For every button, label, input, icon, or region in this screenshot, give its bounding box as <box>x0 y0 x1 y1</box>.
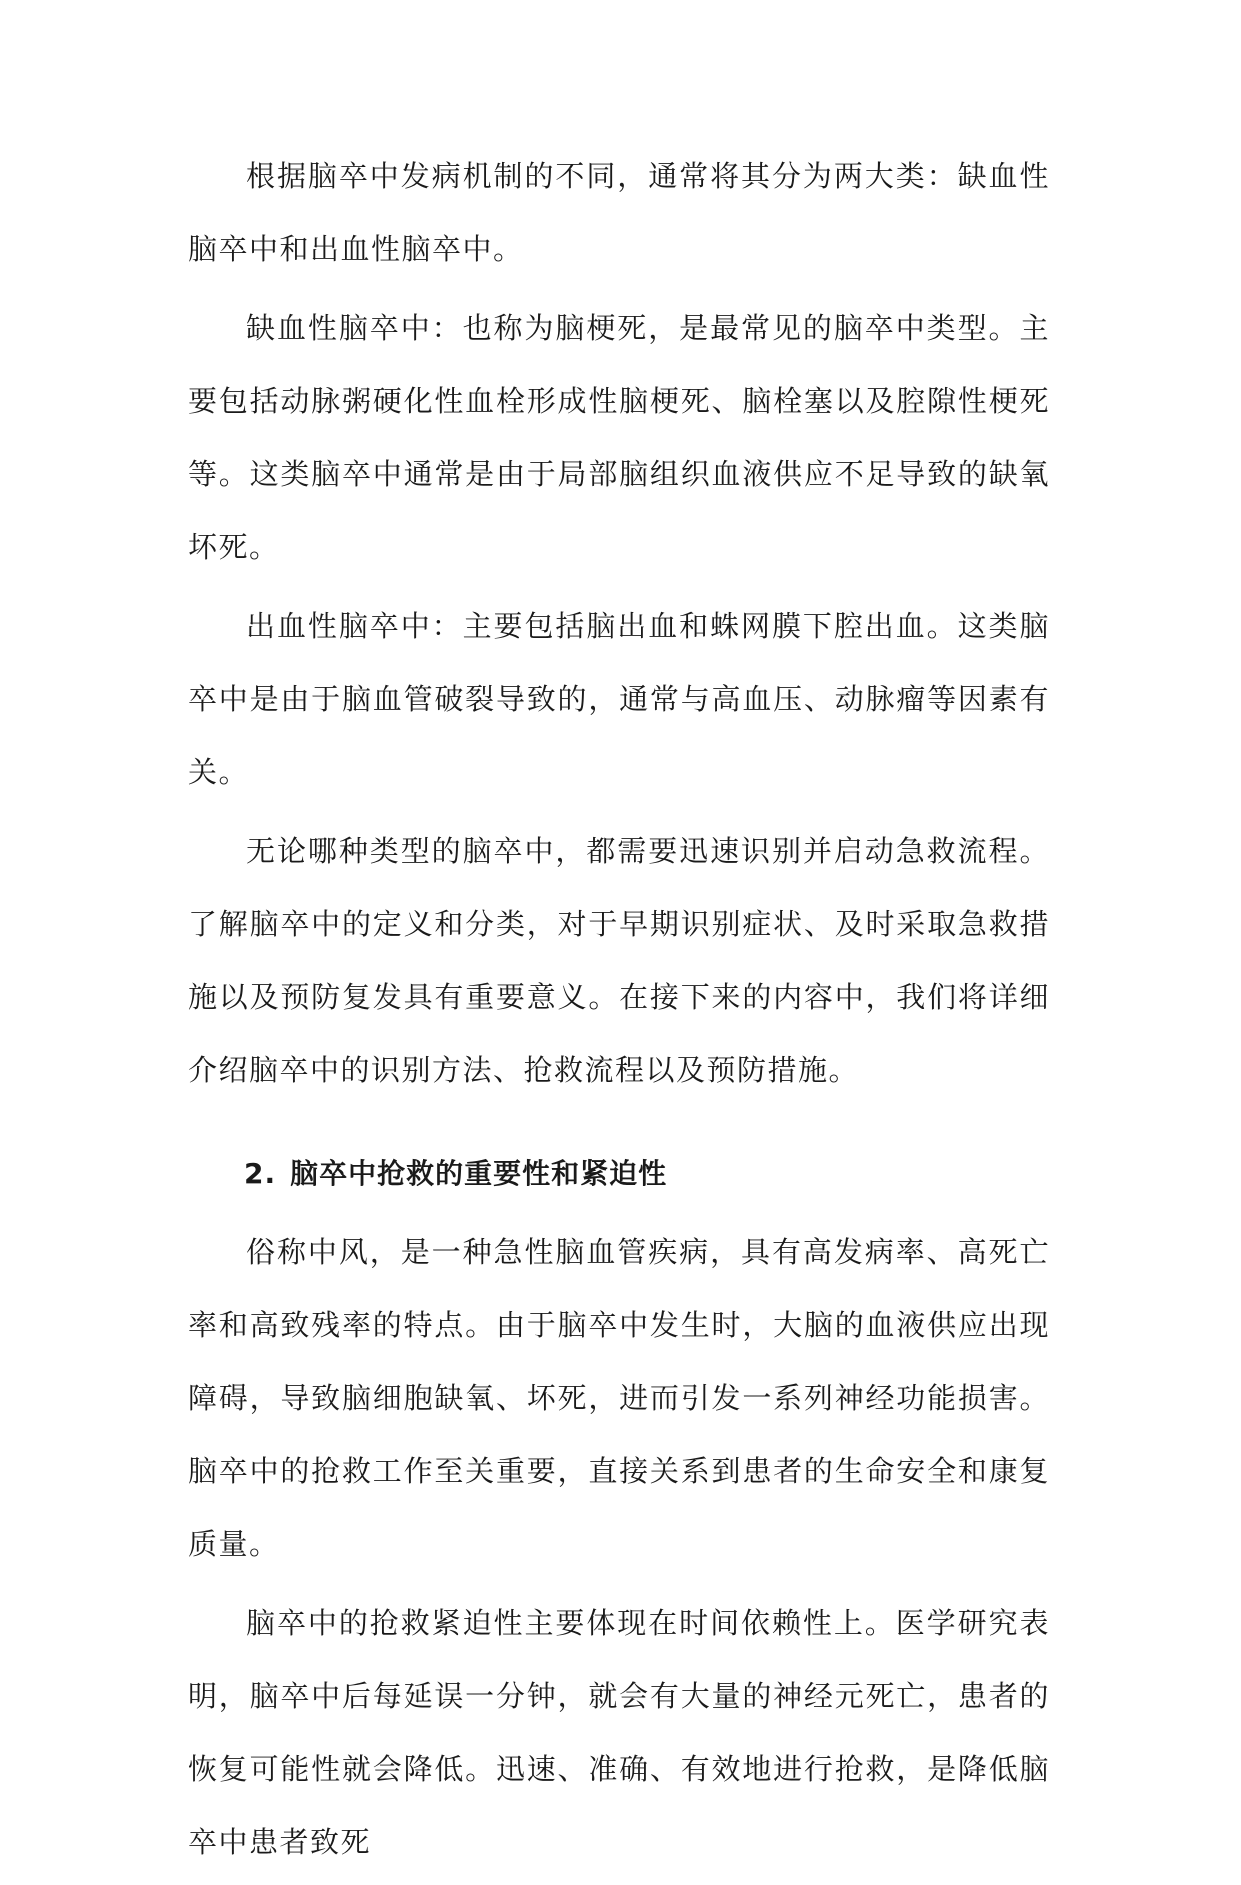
paragraph-ischemic-stroke: 缺血性脑卒中：也称为脑梗死，是最常见的脑卒中类型。主要包括动脉粥硬化性血栓形成性脑梗死、脑栓塞以及腔隙性梗死等。这类脑卒中通常是由于局部脑组织血液供应不足导致的缺氧坏死。 <box>188 311 1050 564</box>
section-number: 2. <box>244 1157 277 1190</box>
document-body <box>188 140 1050 1885</box>
paragraph-classification: 根据脑卒中发病机制的不同，通常将其分为两大类：缺血性脑卒中和出血性脑卒中。 <box>188 159 1050 266</box>
paragraph-summary: 无论哪种类型的脑卒中，都需要迅速识别并启动急救流程。了解脑卒中的定义和分类，对于早期识别症状、及时采取急救措施以及预防复发具有重要意义。在接下来的内容中，我们将详细介绍脑卒中的识别方法、抢救流程以及预防措施。 <box>188 834 1050 1087</box>
section-heading <box>188 1137 1050 1210</box>
section-title: 脑卒中抢救的重要性和紧迫性 <box>290 1157 668 1190</box>
paragraph-importance: 俗称中风，是一种急性脑血管疾病，具有高发病率、高死亡率和高致残率的特点。由于脑卒中发生时，大脑的血液供应出现障碍，导致脑细胞缺氧、坏死，进而引发一系列神经功能损害。脑卒中的抢救工作至关重要，直接关系到患者的生命安全和康复质量。 <box>188 1235 1050 1561</box>
paragraph-hemorrhagic-stroke: 出血性脑卒中：主要包括脑出血和蛛网膜下腔出血。这类脑卒中是由于脑血管破裂导致的，通常与高血压、动脉瘤等因素有关。 <box>188 609 1050 789</box>
paragraph-urgency: 脑卒中的抢救紧迫性主要体现在时间依赖性上。医学研究表明，脑卒中后每延误一分钟，就会有大量的神经元死亡，患者的恢复可能性就会降低。迅速、准确、有效地进行抢救，是降低脑卒中患者致死 <box>188 1606 1050 1859</box>
